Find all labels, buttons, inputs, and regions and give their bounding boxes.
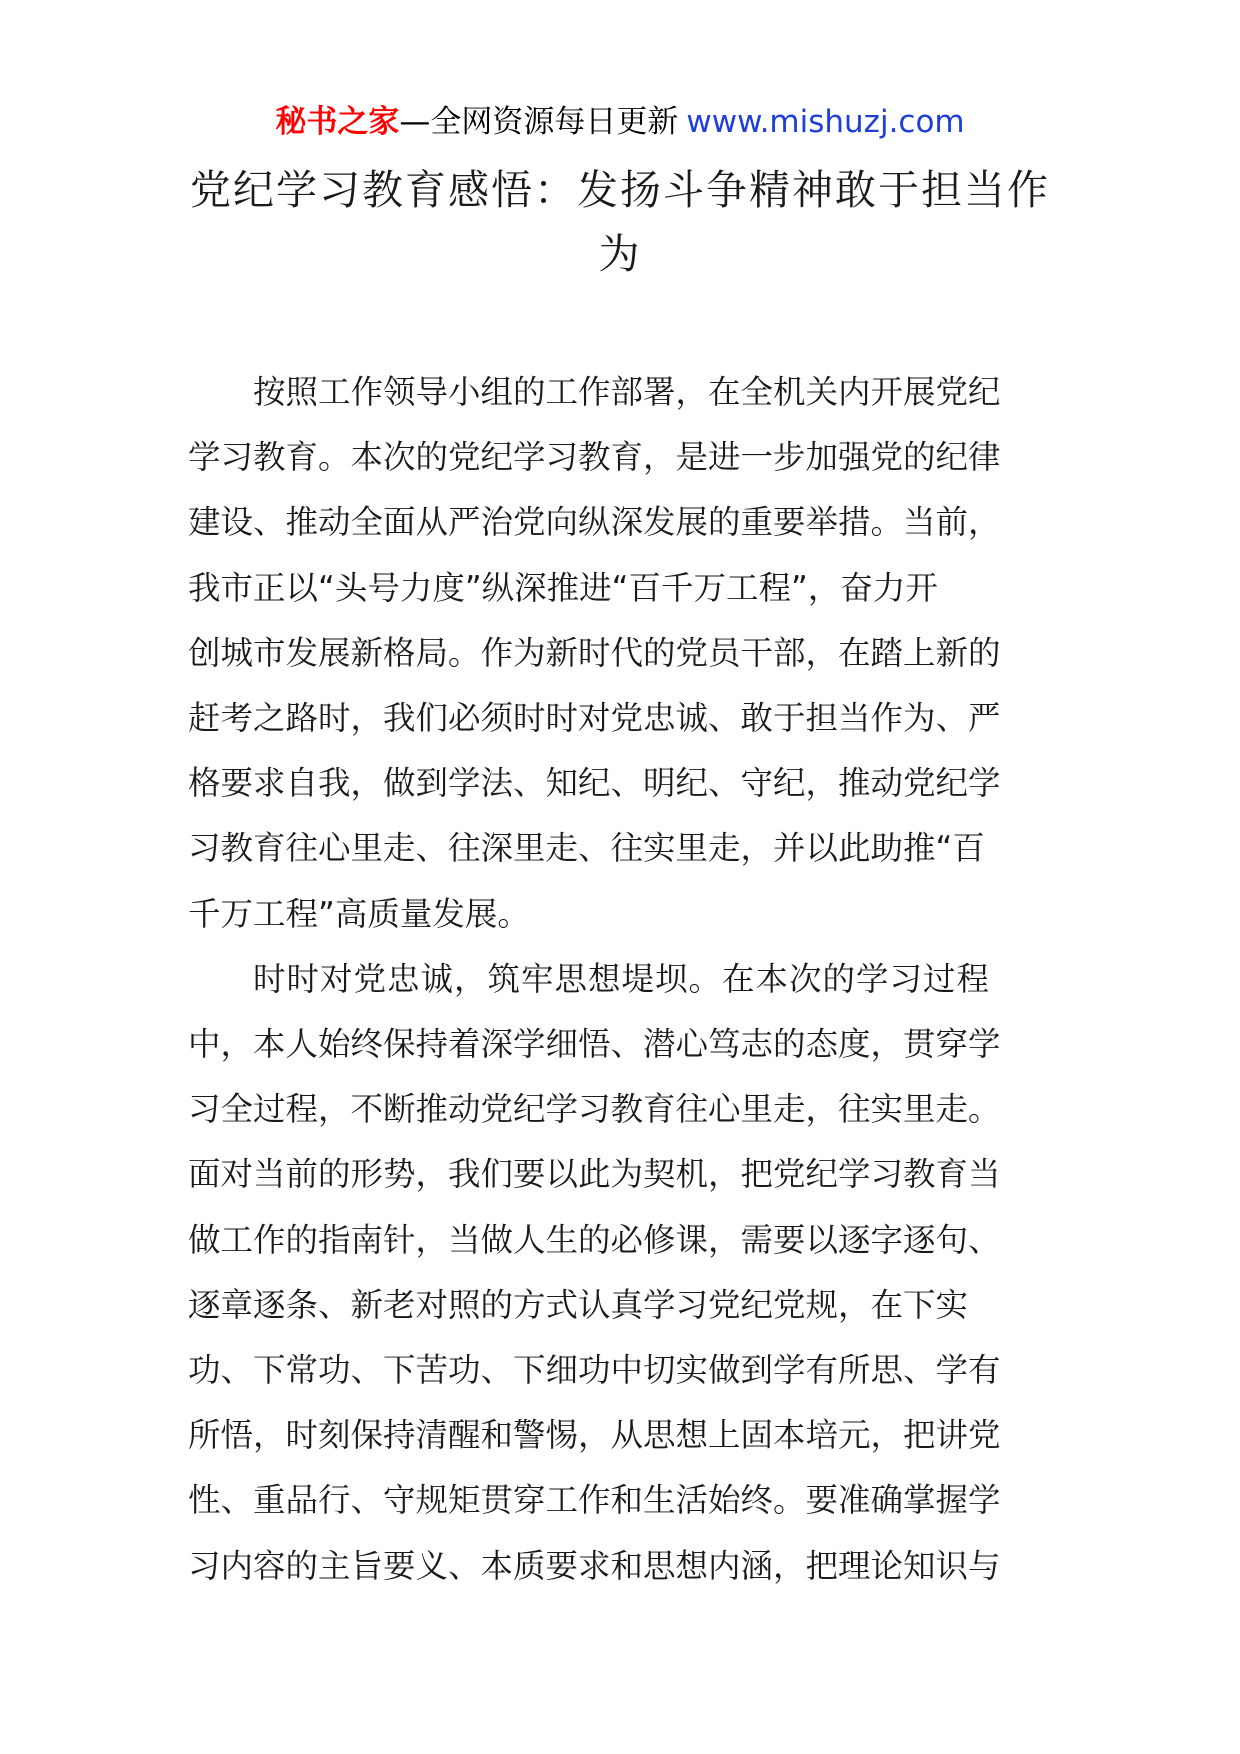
paragraph-line: 所悟，时刻保持清醒和警惕，从思想上固本培元，把讲党 [188, 1416, 1001, 1455]
body-paragraph [188, 360, 1068, 947]
site-url-link[interactable]: www.mishuzj.com [686, 104, 965, 140]
title-line: 为 [598, 230, 642, 278]
paragraph-line: 我市正以“头号力度”纵深推进“百千万工程”，奋力开 [188, 568, 938, 607]
title-line: 党纪学习教育感悟：发扬斗争精神敢于担当作 [190, 166, 1050, 214]
paragraph-line: 功、下常功、下苦功、下细功中切实做到学有所思、学有 [188, 1351, 1001, 1390]
document-body [188, 360, 1068, 1599]
paragraph-line: 赶考之路时，我们必须时时对党忠诚、敢于担当作为、严 [188, 699, 1001, 738]
body-paragraph [188, 947, 1068, 1599]
paragraph-line: 面对当前的形势，我们要以此为契机，把党纪学习教育当 [188, 1155, 1001, 1194]
site-tagline: —全网资源每日更新 [399, 104, 679, 140]
paragraph-line: 格要求自我，做到学法、知纪、明纪、守纪，推动党纪学 [188, 764, 1001, 803]
paragraph-line: 习教育往心里走、往深里走、往实里走，并以此助推“百 [188, 829, 985, 868]
paragraph-line: 学习教育。本次的党纪学习教育，是进一步加强党的纪律 [188, 438, 1001, 477]
site-header [0, 100, 1240, 144]
document-title [190, 158, 1050, 286]
paragraph-line: 中，本人始终保持着深学细悟、潜心笃志的态度，贯穿学 [188, 1025, 1001, 1064]
paragraph-line: 千万工程”高质量发展。 [188, 894, 530, 933]
paragraph-line: 建设、推动全面从严治党向纵深发展的重要举措。当前， [188, 503, 1001, 542]
paragraph-line: 时时对党忠诚，筑牢思想堤坝。在本次的学习过程 [253, 959, 991, 998]
paragraph-line: 逐章逐条、新老对照的方式认真学习党纪党规，在下实 [188, 1285, 969, 1324]
paragraph-line: 按照工作领导小组的工作部署，在全机关内开展党纪 [253, 373, 1001, 411]
paragraph-line: 习全过程，不断推动党纪学习教育往心里走，往实里走。 [188, 1090, 1001, 1129]
site-brand: 秘书之家 [275, 104, 400, 140]
paragraph-line: 做工作的指南针，当做人生的必修课，需要以逐字逐句、 [188, 1220, 1001, 1259]
paragraph-line: 习内容的主旨要义、本质要求和思想内涵，把理论知识与 [188, 1546, 1001, 1585]
paragraph-line: 创城市发展新格局。作为新时代的党员干部，在踏上新的 [188, 633, 1001, 672]
paragraph-line: 性、重品行、守规矩贯穿工作和生活始终。要准确掌握学 [188, 1481, 1001, 1520]
